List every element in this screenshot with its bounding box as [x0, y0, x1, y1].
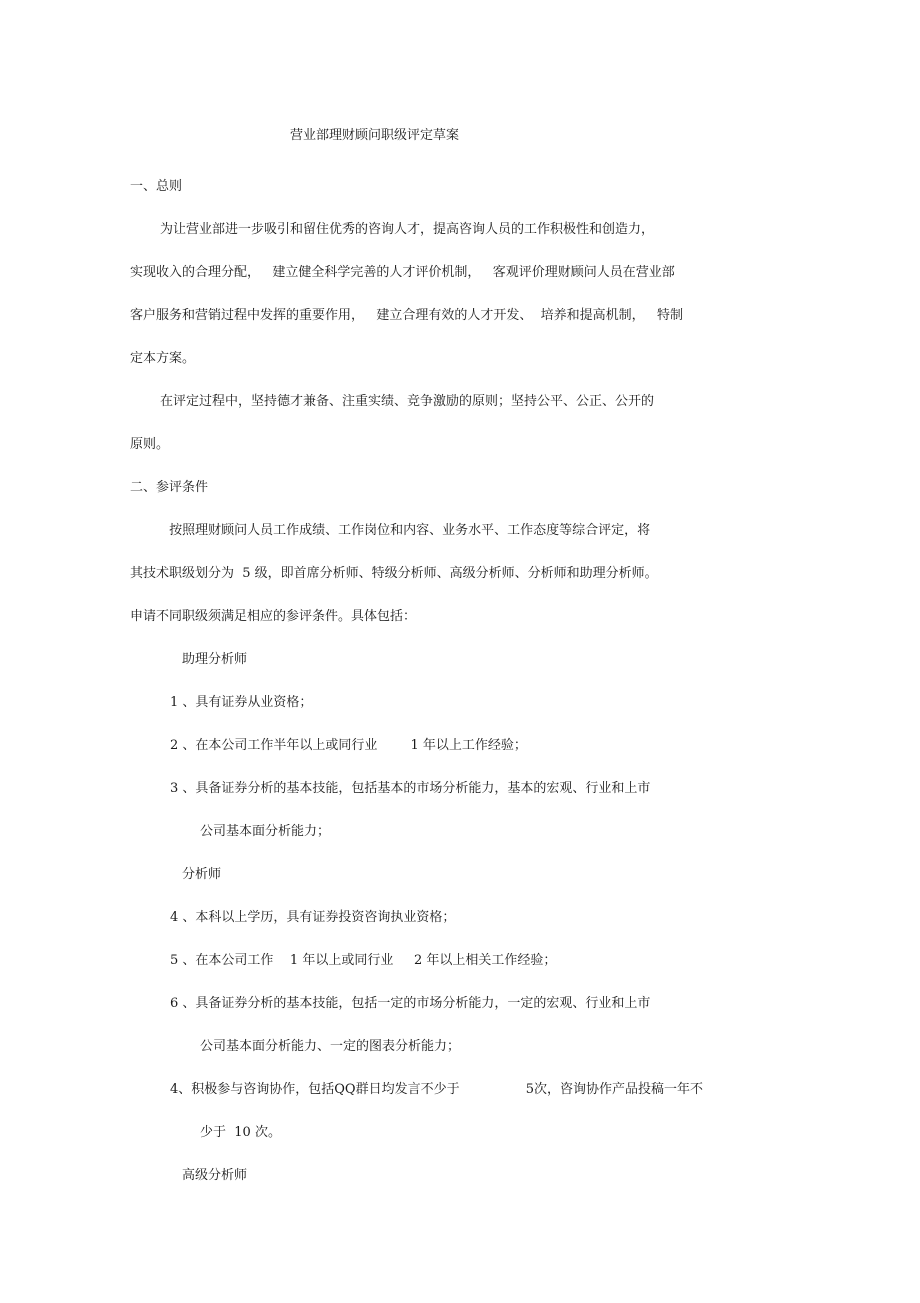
section-heading-conditions: 二、参评条件 — [130, 480, 209, 495]
page-title: 营业部理财顾问职级评定草案 — [290, 128, 460, 143]
paragraph-line: 原则。 — [130, 437, 170, 452]
paragraph-line: 为让营业部进一步吸引和留住优秀的咨询人才，提高咨询人员的工作积极性和创造力， — [160, 222, 655, 237]
level-heading-senior-analyst: 高级分析师 — [182, 1168, 248, 1183]
section-heading-general: 一、总则 — [130, 179, 183, 194]
paragraph-line: 定本方案。 — [130, 351, 196, 366]
list-item-continuation: 公司基本面分析能力、一定的图表分析能力； — [200, 1039, 461, 1054]
paragraph-line: 其技术职级划分为 5 级，即首席分析师、特级分析师、高级分析师、分析师和助理分析师。 — [130, 566, 658, 581]
level-heading-analyst: 分析师 — [182, 867, 222, 882]
list-item-continuation: 公司基本面分析能力； — [200, 824, 331, 839]
list-item: 6 、具备证券分析的基本技能，包括一定的市场分析能力，一定的宏观、行业和上市 — [170, 996, 651, 1011]
paragraph-line: 客户服务和营销过程中发挥的重要作用， 建立合理有效的人才开发、 培养和提高机制， 特制 — [130, 308, 684, 323]
paragraph-line: 按照理财顾问人员工作成绩、工作岗位和内容、业务水平、工作态度等综合评定，将 — [165, 523, 651, 538]
list-item-continuation: 少于 10 次。 — [200, 1125, 281, 1140]
list-item: 5 、在本公司工作 1 年以上或同行业 2 年以上相关工作经验； — [170, 953, 557, 968]
list-item: 1 、具有证券从业资格； — [170, 695, 313, 710]
paragraph-line: 在评定过程中，坚持德才兼备、注重实绩、竞争激励的原则；坚持公平、公正、公开的 — [160, 394, 655, 409]
paragraph-line: 申请不同职级须满足相应的参评条件。具体包括： — [130, 609, 417, 624]
level-heading-assistant-analyst: 助理分析师 — [182, 652, 248, 667]
list-item: 4 、本科以上学历，具有证券投资咨询执业资格； — [170, 910, 456, 925]
list-item: 4、积极参与咨询协作，包括QQ群日均发言不少于 5次，咨询协作产品投稿一年不 — [170, 1082, 703, 1097]
list-item: 2 、在本公司工作半年以上或同行业 1 年以上工作经验； — [170, 738, 527, 753]
paragraph-line: 实现收入的合理分配， 建立健全科学完善的人才评价机制， 客观评价理财顾问人员在营业部 — [130, 265, 675, 280]
list-item: 3 、具备证券分析的基本技能，包括基本的市场分析能力，基本的宏观、行业和上市 — [170, 781, 651, 796]
